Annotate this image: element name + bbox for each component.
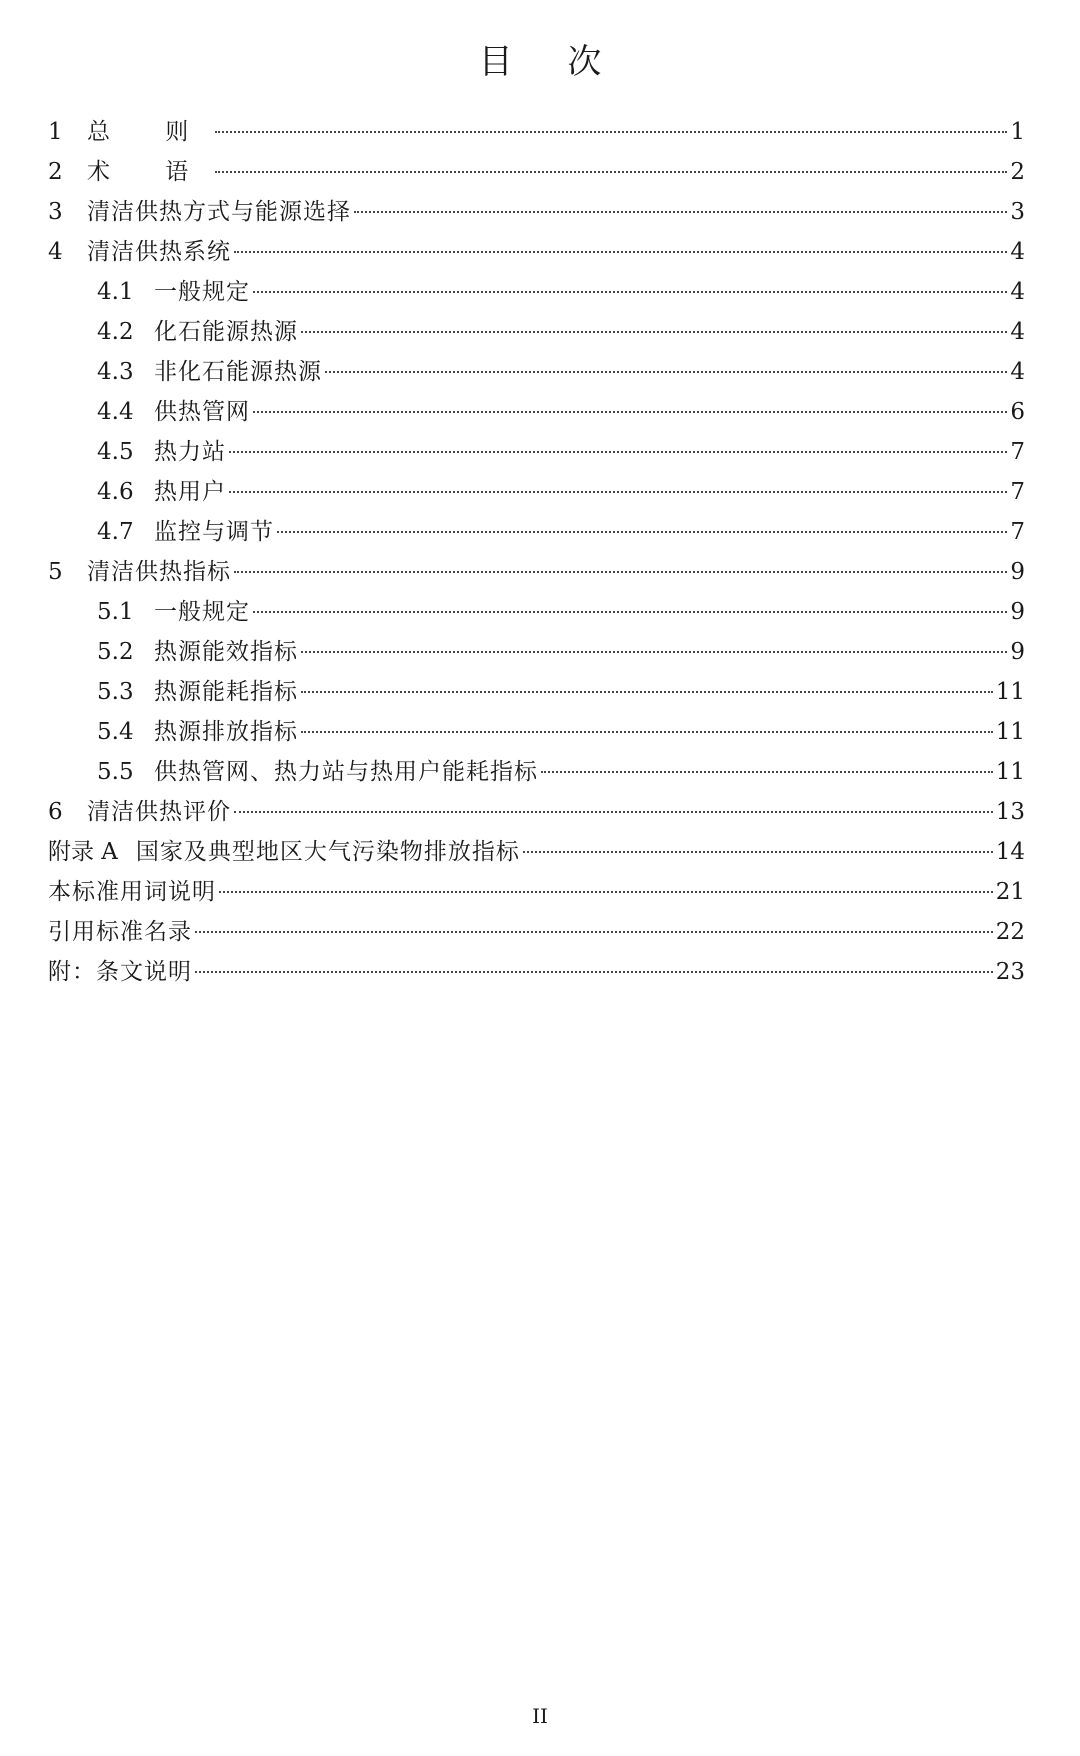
- toc-entry-number: 5.2: [97, 639, 134, 665]
- toc-entry-label: 一般规定: [154, 599, 250, 625]
- toc-entry-page: 4: [1010, 319, 1025, 345]
- toc-entry[interactable]: [48, 432, 1025, 472]
- dot-leader: [253, 611, 1007, 613]
- toc-entry-number: 4.5: [97, 439, 134, 465]
- toc-entry-page: 14: [995, 839, 1025, 865]
- toc-entry[interactable]: [48, 112, 1025, 152]
- toc-entry[interactable]: [48, 472, 1025, 512]
- dot-leader: [253, 411, 1007, 413]
- dot-leader: [219, 891, 993, 893]
- toc-entry[interactable]: [48, 792, 1025, 832]
- toc-entry-page: 9: [1010, 639, 1025, 665]
- toc-entry-label: 清洁供热评价: [87, 799, 231, 825]
- toc-entry-page: 7: [1010, 479, 1025, 505]
- dot-leader: [253, 291, 1007, 293]
- toc-entry-label: 本标准用词说明: [48, 879, 216, 905]
- toc-entry-page: 21: [995, 879, 1025, 905]
- toc-entry-page: 4: [1010, 279, 1025, 305]
- toc-entry-page: 13: [995, 799, 1025, 825]
- table-of-contents: [48, 112, 1025, 992]
- toc-entry[interactable]: [48, 152, 1025, 192]
- dot-leader: [325, 371, 1007, 373]
- toc-entry-number: 4.7: [97, 519, 134, 545]
- toc-entry-number: 6: [48, 799, 63, 825]
- toc-entry-label: 术 语: [87, 159, 213, 185]
- toc-entry[interactable]: [48, 312, 1025, 352]
- toc-entry-number: 1: [48, 119, 63, 145]
- toc-entry[interactable]: [48, 392, 1025, 432]
- toc-entry-number: 4: [48, 239, 63, 265]
- toc-entry-number: 5.3: [97, 679, 134, 705]
- dot-leader: [277, 531, 1007, 533]
- toc-entry-number: 5.5: [97, 759, 134, 785]
- dot-leader: [195, 931, 993, 933]
- toc-entry-number: 4.6: [97, 479, 134, 505]
- toc-entry-label: 总 则: [87, 119, 213, 145]
- toc-entry-label: 附：条文说明: [48, 959, 192, 985]
- toc-entry-number: 3: [48, 199, 63, 225]
- toc-entry-number: 4.3: [97, 359, 134, 385]
- toc-entry-page: 11: [995, 679, 1025, 705]
- toc-entry[interactable]: [48, 352, 1025, 392]
- toc-entry-label: 国家及典型地区大气污染物排放指标: [135, 839, 520, 865]
- toc-entry-number: 4.1: [97, 279, 134, 305]
- toc-entry[interactable]: [48, 632, 1025, 672]
- toc-entry-label: 热源排放指标: [154, 719, 298, 745]
- toc-entry-page: 7: [1010, 519, 1025, 545]
- toc-entry[interactable]: [48, 952, 1025, 992]
- toc-entry-label: 热力站: [154, 439, 226, 465]
- toc-entry-number: 5.1: [97, 599, 134, 625]
- dot-leader: [354, 211, 1007, 213]
- toc-entry[interactable]: [48, 712, 1025, 752]
- toc-entry[interactable]: [48, 232, 1025, 272]
- toc-entry-number: 附录 A: [48, 839, 118, 865]
- toc-entry-page: 11: [995, 719, 1025, 745]
- toc-entry[interactable]: [48, 592, 1025, 632]
- toc-entry-page: 22: [995, 919, 1025, 945]
- toc-entry[interactable]: [48, 872, 1025, 912]
- toc-entry-page: 1: [1010, 119, 1025, 145]
- dot-leader: [541, 771, 993, 773]
- toc-entry-page: 7: [1010, 439, 1025, 465]
- toc-entry[interactable]: [48, 832, 1025, 872]
- dot-leader: [301, 731, 993, 733]
- toc-entry-label: 化石能源热源: [154, 319, 298, 345]
- toc-entry[interactable]: [48, 272, 1025, 312]
- toc-entry-label: 清洁供热系统: [87, 239, 231, 265]
- toc-entry[interactable]: [48, 672, 1025, 712]
- toc-entry-page: 6: [1010, 399, 1025, 425]
- toc-entry-page: 11: [995, 759, 1025, 785]
- dot-leader: [301, 331, 1007, 333]
- toc-entry-label: 供热管网: [154, 399, 250, 425]
- toc-entry-number: 5: [48, 559, 63, 585]
- page-title: 目 次: [478, 42, 624, 82]
- toc-entry[interactable]: [48, 192, 1025, 232]
- dot-leader: [301, 691, 993, 693]
- toc-entry[interactable]: [48, 552, 1025, 592]
- toc-entry-label: 清洁供热方式与能源选择: [87, 199, 351, 225]
- dot-leader: [215, 171, 1007, 173]
- toc-entry-label: 热用户: [154, 479, 226, 505]
- toc-entry[interactable]: [48, 752, 1025, 792]
- toc-entry-label: 监控与调节: [154, 519, 274, 545]
- dot-leader: [301, 651, 1007, 653]
- dot-leader: [195, 971, 993, 973]
- toc-entry-page: 4: [1010, 359, 1025, 385]
- dot-leader: [234, 571, 1007, 573]
- dot-leader: [523, 851, 993, 853]
- toc-entry-number: 4.4: [97, 399, 134, 425]
- toc-entry-label: 供热管网、热力站与热用户能耗指标: [154, 759, 538, 785]
- page-number: II: [532, 1704, 548, 1728]
- toc-entry-label: 引用标准名录: [48, 919, 192, 945]
- toc-entry-label: 热源能耗指标: [154, 679, 298, 705]
- toc-entry-page: 4: [1010, 239, 1025, 265]
- toc-entry-label: 非化石能源热源: [154, 359, 322, 385]
- toc-entry-number: 5.4: [97, 719, 134, 745]
- dot-leader: [234, 811, 993, 813]
- toc-entry-number: 2: [48, 159, 63, 185]
- dot-leader: [229, 451, 1007, 453]
- toc-entry-page: 23: [995, 959, 1025, 985]
- dot-leader: [229, 491, 1007, 493]
- toc-entry-label: 一般规定: [154, 279, 250, 305]
- toc-entry-page: 9: [1010, 559, 1025, 585]
- toc-entry-page: 9: [1010, 599, 1025, 625]
- toc-entry-label: 清洁供热指标: [87, 559, 231, 585]
- toc-entry-page: 3: [1010, 199, 1025, 225]
- toc-entry-page: 2: [1010, 159, 1025, 185]
- toc-entry[interactable]: [48, 912, 1025, 952]
- toc-entry[interactable]: [48, 512, 1025, 552]
- toc-entry-number: 4.2: [97, 319, 134, 345]
- dot-leader: [215, 131, 1007, 133]
- dot-leader: [234, 251, 1007, 253]
- toc-entry-label: 热源能效指标: [154, 639, 298, 665]
